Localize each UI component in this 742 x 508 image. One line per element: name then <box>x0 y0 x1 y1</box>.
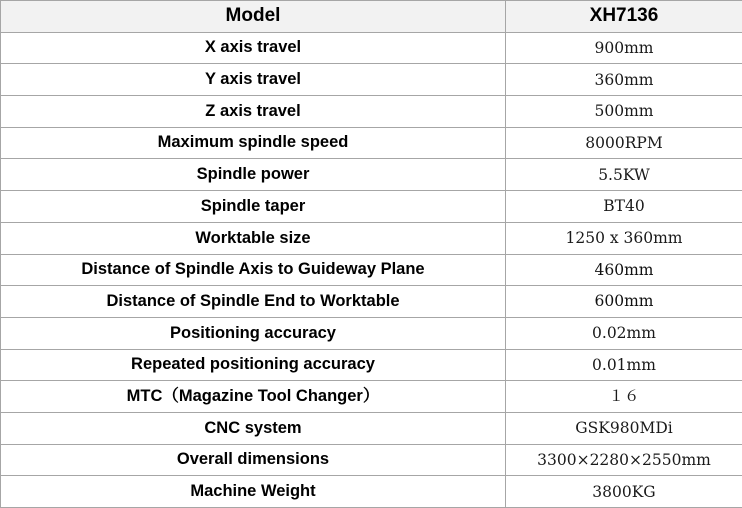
row-label: CNC system <box>1 420 505 437</box>
row-label-cell <box>1 286 506 318</box>
table-header-row <box>1 1 742 33</box>
row-value: 900mm <box>506 40 742 56</box>
row-label: Distance of Spindle End to Worktable <box>1 293 505 310</box>
table-body <box>1 1 742 508</box>
table-row <box>1 317 742 349</box>
table-row <box>1 159 742 191</box>
row-label: Worktable size <box>1 230 505 247</box>
table-row <box>1 444 742 476</box>
table-header-cell-value <box>506 1 742 33</box>
row-label-cell <box>1 32 506 64</box>
row-value-cell <box>506 286 742 318</box>
row-label-cell <box>1 254 506 286</box>
row-value-cell <box>506 127 742 159</box>
table-row <box>1 32 742 64</box>
row-value-cell <box>506 64 742 96</box>
row-value: １６ <box>506 388 742 404</box>
row-value-cell <box>506 159 742 191</box>
row-value: 460mm <box>506 262 742 278</box>
table-row <box>1 476 742 508</box>
row-label-cell <box>1 127 506 159</box>
row-value: 5.5KW <box>506 167 742 183</box>
row-label-cell <box>1 159 506 191</box>
row-value: 8000RPM <box>506 135 742 151</box>
row-label: Z axis travel <box>1 103 505 120</box>
row-value: 3800KG <box>506 484 742 500</box>
row-label-cell <box>1 444 506 476</box>
row-label-cell <box>1 64 506 96</box>
row-value: BT40 <box>506 198 742 214</box>
row-label: Machine Weight <box>1 483 505 500</box>
row-label: Spindle power <box>1 166 505 183</box>
row-label: Distance of Spindle Axis to Guideway Plane <box>1 261 505 278</box>
row-value-cell <box>506 444 742 476</box>
row-value: 360mm <box>506 72 742 88</box>
row-value-cell <box>506 412 742 444</box>
table-row <box>1 191 742 223</box>
row-value-cell <box>506 191 742 223</box>
row-value-cell <box>506 96 742 128</box>
row-label-cell <box>1 317 506 349</box>
row-label: Spindle taper <box>1 198 505 215</box>
row-label: Positioning accuracy <box>1 325 505 342</box>
table-row <box>1 127 742 159</box>
row-label: Overall dimensions <box>1 451 505 468</box>
table-row <box>1 96 742 128</box>
row-label-cell <box>1 96 506 128</box>
table-row <box>1 222 742 254</box>
row-value: 500mm <box>506 103 742 119</box>
row-label: Maximum spindle speed <box>1 134 505 151</box>
row-value-cell <box>506 254 742 286</box>
table-row <box>1 412 742 444</box>
row-label-cell <box>1 191 506 223</box>
row-value: 0.02mm <box>506 325 742 341</box>
table-row <box>1 64 742 96</box>
row-label-cell <box>1 381 506 413</box>
row-label-cell <box>1 412 506 444</box>
row-label: Y axis travel <box>1 71 505 88</box>
row-value-cell <box>506 349 742 381</box>
row-label: X axis travel <box>1 39 505 56</box>
model-header-label: Model <box>1 6 505 26</box>
row-label: MTC（Magazine Tool Changer） <box>1 388 505 405</box>
row-value: 0.01mm <box>506 357 742 373</box>
row-value-cell <box>506 32 742 64</box>
model-header-value: XH7136 <box>506 6 742 26</box>
row-label-cell <box>1 349 506 381</box>
row-value: 3300×2280×2550mm <box>506 452 742 468</box>
row-value-cell <box>506 381 742 413</box>
row-value: 1250 x 360mm <box>506 230 742 246</box>
row-value-cell <box>506 476 742 508</box>
row-label: Repeated positioning accuracy <box>1 356 505 373</box>
table-header-cell-label <box>1 1 506 33</box>
row-value-cell <box>506 222 742 254</box>
table-row <box>1 286 742 318</box>
row-label-cell <box>1 222 506 254</box>
table-row <box>1 254 742 286</box>
row-value: 600mm <box>506 293 742 309</box>
row-value-cell <box>506 317 742 349</box>
table-row <box>1 381 742 413</box>
row-value: GSK980MDi <box>506 420 742 436</box>
table-row <box>1 349 742 381</box>
row-label-cell <box>1 476 506 508</box>
